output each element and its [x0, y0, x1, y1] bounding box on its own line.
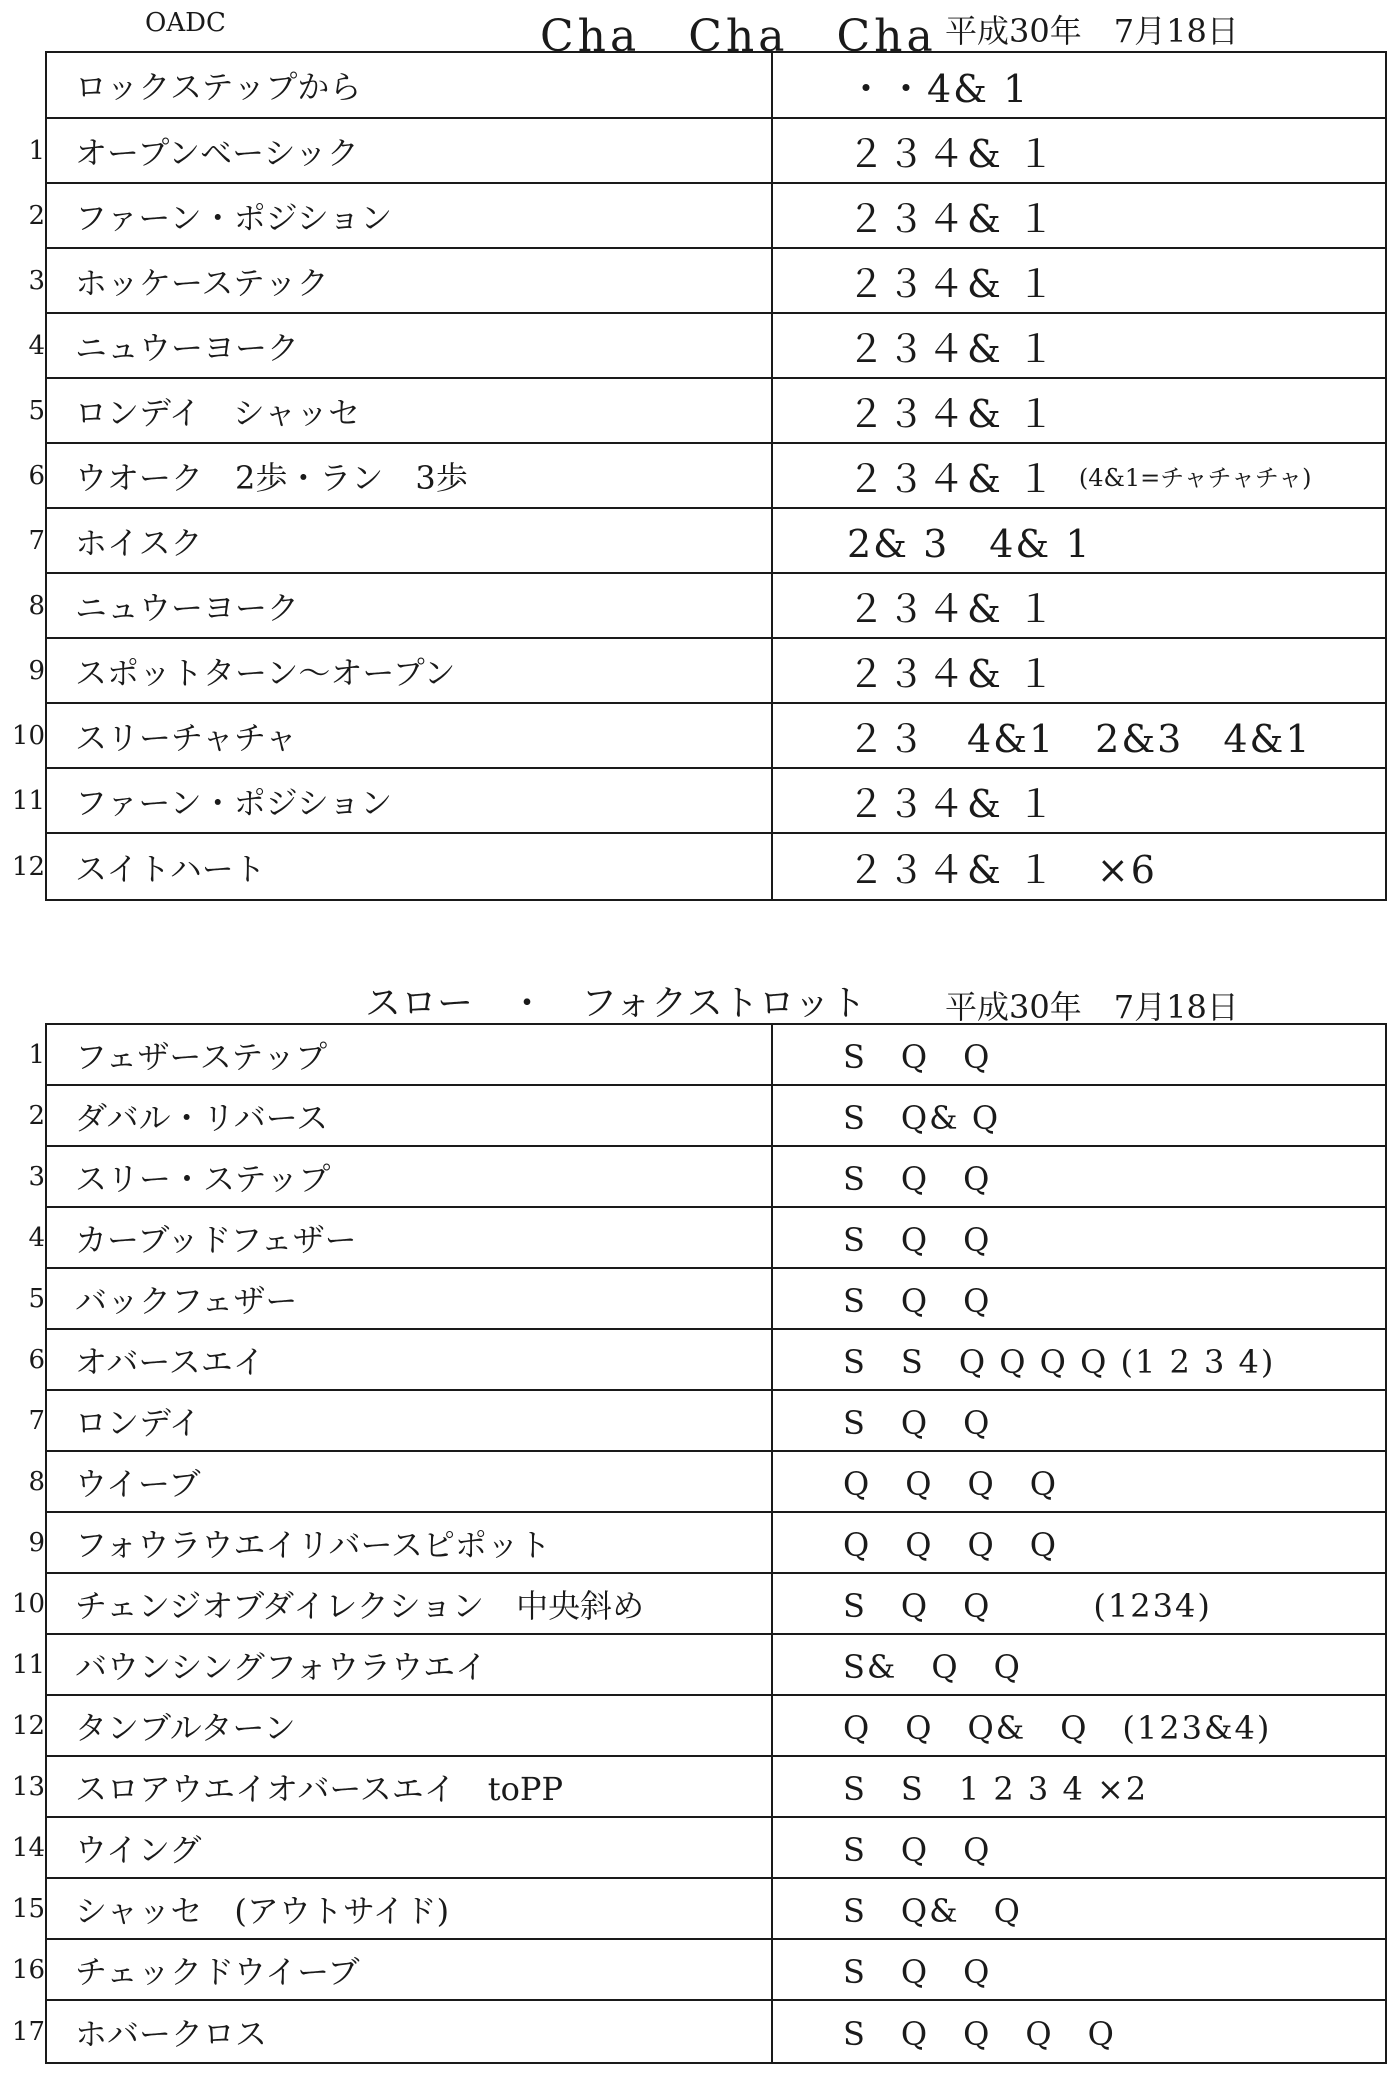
step-name: カーブッドフェザー: [75, 1220, 357, 1259]
step-count: [843, 1940, 991, 1999]
table-row: [28, 1147, 1385, 1208]
count-text: ２３４& １: [847, 197, 1057, 241]
step-count: [843, 1757, 1148, 1816]
step-count: [847, 704, 1312, 767]
count-text: S Q Q (1234): [843, 1586, 1212, 1625]
step-number: 6: [28, 1344, 45, 1375]
count-text: S Q& Q: [843, 1891, 1022, 1930]
step-number: 17: [11, 2016, 45, 2047]
step-count: [843, 1208, 991, 1267]
step-count: [847, 769, 1057, 832]
chacha-table: [11, 51, 1387, 901]
step-count: [843, 1086, 1000, 1145]
step-count: [843, 2001, 1116, 2062]
step-number: 1: [28, 135, 45, 166]
count-text: ２３ 4&1 2&3 4&1: [847, 717, 1312, 761]
step-count: [847, 119, 1057, 182]
count-text: S& Q Q: [843, 1647, 1022, 1686]
step-number: 12: [11, 1710, 45, 1741]
step-name: ロンデイ: [75, 1403, 201, 1442]
table-row: [28, 249, 1385, 314]
step-name: フェザーステップ: [75, 1037, 328, 1076]
step-count: [843, 1269, 991, 1328]
step-number: 9: [28, 655, 45, 686]
count-text: S Q& Q: [843, 1098, 1001, 1137]
count-text: S Q Q: [843, 1037, 992, 1076]
step-count: [843, 1879, 1022, 1938]
org-label: OADC: [145, 8, 226, 38]
count-text: ２３４& １: [847, 782, 1057, 826]
table-row: [11, 834, 1385, 899]
table-row: [28, 1330, 1385, 1391]
step-count: [847, 184, 1057, 247]
table-row: [11, 1757, 1385, 1818]
count-text: Q Q Q Q: [843, 1525, 1058, 1564]
step-number: 7: [28, 1405, 45, 1436]
step-number: 4: [28, 330, 45, 361]
step-name: スリー・ステップ: [75, 1159, 331, 1198]
count-text: S Q Q: [843, 1952, 992, 1991]
step-count: [847, 639, 1057, 702]
table-row: [11, 2001, 1385, 2062]
step-number: 6: [28, 460, 45, 491]
step-name: バウンシングフォウラウエイ: [75, 1647, 488, 1686]
count-text: S Q Q: [843, 1220, 992, 1259]
step-number: 4: [28, 1222, 45, 1253]
step-name: スイトハート: [75, 849, 266, 888]
step-name: バックフェザー: [75, 1281, 298, 1320]
foxtrot-date: 平成30年 7月18日: [945, 988, 1239, 1026]
step-count: [847, 834, 1157, 899]
table-row: [28, 1208, 1385, 1269]
table-row: [28, 314, 1385, 379]
step-name: ホバークロス: [75, 2014, 268, 2053]
step-number: 2: [28, 1100, 45, 1131]
count-text: ２３４& １ ×6: [847, 848, 1157, 892]
step-count: [847, 249, 1057, 312]
step-count: [847, 444, 1311, 507]
chacha-date: 平成30年 7月18日: [945, 12, 1239, 50]
table-row: [11, 1696, 1385, 1757]
table-row: [28, 444, 1385, 509]
step-number: 2: [28, 200, 45, 231]
table-row: [28, 1452, 1385, 1513]
table-row: [28, 184, 1385, 249]
step-name: ロンデイ シャッセ: [75, 393, 361, 432]
count-text: ２３４& １: [847, 392, 1057, 436]
count-text: S Q Q: [843, 1281, 992, 1320]
step-name: ウイーブ: [75, 1464, 201, 1503]
table-row: [28, 119, 1385, 184]
step-number: 12: [11, 851, 45, 882]
step-name: ニュウーヨーク: [75, 588, 300, 627]
step-name: ファーン・ポジション: [75, 198, 393, 237]
step-number: 10: [11, 720, 45, 751]
step-name: スロアウエイオバースエイ toPP: [75, 1769, 563, 1808]
step-number: 13: [11, 1771, 45, 1802]
step-name: フォウラウエイリバースピポット: [75, 1525, 551, 1564]
step-number: 11: [11, 785, 45, 816]
step-count: [843, 1330, 1275, 1389]
step-count: [847, 379, 1057, 442]
table-row: [28, 1086, 1385, 1147]
step-count: ・・4& 1: [847, 66, 1030, 111]
step-number: 3: [28, 1161, 45, 1192]
count-text: ２３４& １: [847, 262, 1057, 306]
step-name: スポットターン～オープン: [75, 653, 456, 692]
step-name: ファーン・ポジション: [75, 783, 393, 822]
step-number: 1: [28, 1039, 45, 1070]
step-number: 8: [28, 1466, 45, 1497]
step-count: [847, 574, 1057, 637]
count-text: ２３４& １: [847, 457, 1057, 501]
step-number: 14: [11, 1832, 45, 1863]
step-name: ウオーク 2歩・ラン 3歩: [75, 458, 468, 497]
step-number: 3: [28, 265, 45, 296]
step-count: [843, 1025, 991, 1084]
step-count: [843, 1696, 1271, 1755]
count-text: S Q Q: [843, 1159, 992, 1198]
count-text: S Q Q Q Q: [843, 2014, 1116, 2053]
count-text: S Q Q: [843, 1403, 992, 1442]
step-count: [843, 1452, 1058, 1511]
step-number: 9: [28, 1527, 45, 1558]
step-number: 5: [28, 1283, 45, 1314]
table-row: [28, 639, 1385, 704]
count-text: ２３４& １: [847, 652, 1057, 696]
table-row: [11, 704, 1385, 769]
step-name: タンブルターン: [75, 1708, 296, 1747]
step-number: 15: [11, 1893, 45, 1924]
count-text: S S 1 2 3 4 ×2: [843, 1769, 1149, 1808]
step-count: [843, 1635, 1022, 1694]
table-row: [11, 1940, 1385, 2001]
step-number: 10: [11, 1588, 45, 1619]
step-count: [843, 1513, 1058, 1572]
table-row: [28, 1269, 1385, 1330]
table-row: [28, 1391, 1385, 1452]
step-name: ロックステップから: [75, 68, 362, 106]
table-row: [11, 769, 1385, 834]
table-row: [28, 379, 1385, 444]
step-name: ウイング: [75, 1830, 202, 1869]
step-name: ダバル・リバース: [75, 1098, 329, 1137]
step-number: 5: [28, 395, 45, 426]
foxtrot-table: [11, 1023, 1387, 2064]
step-count: [847, 314, 1057, 377]
chacha-title: Cha Cha Cha: [540, 11, 937, 62]
step-name: チェックドウイーブ: [75, 1952, 360, 1991]
step-number: 7: [28, 525, 45, 556]
step-count: [847, 509, 1092, 572]
count-text: ２３４& １: [847, 587, 1057, 631]
step-name: ホイスク: [75, 523, 203, 562]
table-row: [11, 1574, 1385, 1635]
count-text: ２３４& １: [847, 327, 1057, 371]
table-row: [28, 574, 1385, 639]
step-count: [843, 1574, 1212, 1633]
step-count: [843, 1147, 991, 1206]
step-name: チェンジオブダイレクション 中央斜め: [75, 1586, 645, 1625]
step-number: 16: [11, 1954, 45, 1985]
count-text: S Q Q: [843, 1830, 992, 1869]
table-row: [11, 1818, 1385, 1879]
count-text: Q Q Q Q: [843, 1464, 1058, 1503]
count-text: Q Q Q& Q (123&4): [843, 1708, 1272, 1747]
chacha-intro-row: [47, 53, 1385, 119]
table-row: [28, 1025, 1385, 1086]
table-row: [28, 1513, 1385, 1574]
step-number: 8: [28, 590, 45, 621]
step-count: [843, 1818, 991, 1877]
table-row: [28, 509, 1385, 574]
table-row: [11, 1635, 1385, 1696]
step-count: [843, 1391, 991, 1450]
count-note: (4&1=チャチャチャ): [1078, 464, 1312, 492]
step-name: スリーチャチャ: [75, 718, 298, 757]
step-name: オープンベーシック: [75, 133, 359, 172]
table-row: [11, 1879, 1385, 1940]
step-name: ニュウーヨーク: [75, 328, 300, 367]
count-text: S S Q Q Q Q (1 2 3 4): [843, 1342, 1276, 1381]
count-text: 2& 3 4& 1: [847, 522, 1092, 566]
step-name: オバースエイ: [75, 1342, 265, 1381]
count-text: ２３４& １: [847, 132, 1057, 176]
step-number: 11: [11, 1649, 45, 1680]
step-name: ホッケーステック: [75, 263, 329, 302]
step-name: シャッセ (アウトサイド): [75, 1891, 450, 1930]
foxtrot-title: スロー ・ フォクストロット: [365, 983, 867, 1024]
